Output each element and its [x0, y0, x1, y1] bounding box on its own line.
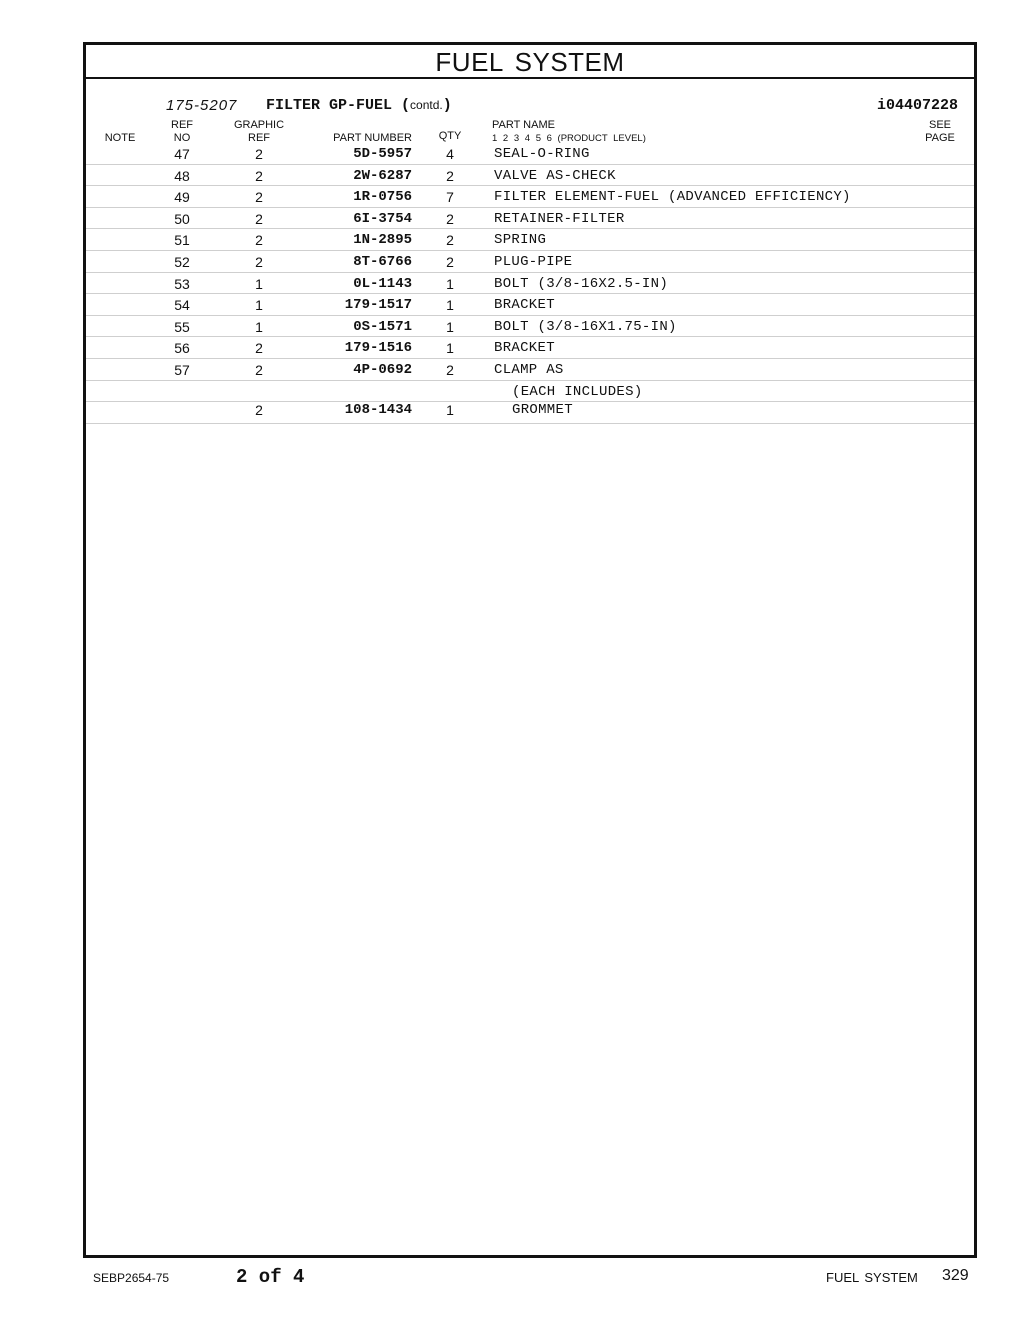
ref-no: 53 [174, 275, 190, 292]
part-number: 1N-2895 [353, 232, 412, 249]
graphic-ref: 2 [255, 210, 263, 227]
part-name: VALVE AS-CHECK [494, 167, 616, 184]
table-row [86, 337, 974, 359]
graphic-ref: 1 [255, 275, 263, 292]
document-number: SEBP2654-75 [93, 1271, 170, 1285]
contd-label: contd. [410, 98, 443, 112]
header-ref-no [164, 119, 200, 145]
qty: 2 [446, 361, 454, 378]
includes-note: (EACH INCLUDES) [512, 383, 643, 400]
part-name: BOLT (3/8-16X1.75-IN) [494, 318, 677, 335]
header-product-levels: 1 2 3 4 5 6 (PRODUCT LEVEL) [492, 133, 646, 144]
header-see-page [916, 119, 964, 145]
ref-no: 49 [174, 189, 190, 206]
group-heading [86, 97, 974, 117]
header-note: NOTE [104, 132, 136, 144]
header-see-top: SEE [928, 119, 951, 131]
table-row [86, 359, 974, 381]
table-row [86, 251, 974, 273]
part-name: GROMMET [512, 402, 573, 419]
qty: 1 [446, 340, 454, 357]
part-number: 4P-0692 [353, 361, 412, 378]
part-number: 1R-0756 [353, 189, 412, 206]
part-name: BRACKET [494, 340, 555, 357]
ref-no: 50 [174, 210, 190, 227]
part-number: 179-1517 [344, 297, 412, 314]
header-graphic-ref [226, 119, 292, 145]
header-graphic-bottom: REF [248, 132, 270, 144]
ref-no: 47 [174, 146, 190, 162]
qty: 2 [446, 232, 454, 249]
part-name: BRACKET [494, 297, 555, 314]
ref-no: 54 [174, 297, 190, 314]
illustration-id: i04407228 [876, 97, 958, 114]
table-row [86, 316, 974, 338]
ref-no: 48 [174, 167, 190, 184]
part-name: SPRING [494, 232, 547, 249]
part-number: 0L-1143 [353, 275, 412, 292]
header-part-number: PART NUMBER [333, 132, 412, 144]
part-name: FILTER ELEMENT-FUEL (ADVANCED EFFICIENCY) [494, 189, 851, 206]
table-row [86, 143, 974, 165]
header-qty: QTY [438, 130, 462, 142]
group-name [266, 97, 452, 114]
qty: 2 [446, 253, 454, 270]
graphic-ref: 1 [255, 318, 263, 335]
page-number: 329 [942, 1267, 969, 1284]
part-number: 2W-6287 [353, 167, 412, 184]
graphic-ref: 2 [255, 232, 263, 249]
footer-section-title: FUEL SYSTEM [826, 1270, 918, 1285]
part-number: 179-1516 [344, 340, 412, 357]
part-name: CLAMP AS [494, 361, 564, 378]
part-name: SEAL-O-RING [494, 146, 590, 162]
graphic-ref: 2 [255, 253, 263, 270]
ref-no: 56 [174, 340, 190, 357]
part-number: 0S-1571 [353, 318, 412, 335]
ref-no: 57 [174, 361, 190, 378]
qty: 2 [446, 210, 454, 227]
table-row [86, 165, 974, 187]
qty: 1 [446, 297, 454, 314]
table-row [86, 186, 974, 208]
qty: 7 [446, 189, 454, 206]
table-row [86, 294, 974, 316]
graphic-ref: 2 [255, 146, 263, 162]
qty: 1 [446, 318, 454, 335]
qty: 1 [446, 275, 454, 292]
qty: 4 [446, 146, 454, 162]
header-graphic-top: GRAPHIC [233, 119, 285, 131]
qty: 1 [446, 402, 454, 419]
graphic-ref: 1 [255, 297, 263, 314]
section-title: FUEL SYSTEM [86, 45, 974, 79]
includes-row [86, 381, 974, 403]
graphic-ref: 2 [255, 167, 263, 184]
header-part-name [492, 119, 752, 145]
part-name: BOLT (3/8-16X2.5-IN) [494, 275, 669, 292]
page-frame [83, 42, 977, 1258]
table-row [86, 402, 974, 424]
ref-no: 52 [174, 253, 190, 270]
qty: 2 [446, 167, 454, 184]
table-row [86, 208, 974, 230]
part-number: 6I-3754 [353, 210, 412, 227]
page-of-count: 2 of 4 [236, 1266, 305, 1288]
parts-table [86, 143, 974, 424]
table-row [86, 229, 974, 251]
graphic-ref: 2 [255, 340, 263, 357]
group-part-number: 175-5207 [166, 97, 238, 114]
graphic-ref: 2 [255, 402, 263, 419]
part-number: 8T-6766 [353, 253, 412, 270]
page-footer [0, 1266, 1020, 1290]
group-name-close: ) [442, 97, 452, 114]
header-part-name-label: PART NAME [492, 119, 555, 131]
part-number: 5D-5957 [353, 146, 412, 162]
ref-no: 51 [174, 232, 190, 249]
graphic-ref: 2 [255, 189, 263, 206]
part-number: 108-1434 [344, 402, 412, 419]
table-row [86, 273, 974, 295]
part-name: PLUG-PIPE [494, 253, 573, 270]
ref-no: 55 [174, 318, 190, 335]
part-name: RETAINER-FILTER [494, 210, 625, 227]
header-ref-bottom: NO [173, 132, 191, 144]
header-ref-top: REF [171, 119, 193, 131]
graphic-ref: 2 [255, 361, 263, 378]
header-see-bottom: PAGE [925, 132, 955, 144]
group-name-text: FILTER GP-FUEL ( [266, 97, 411, 114]
